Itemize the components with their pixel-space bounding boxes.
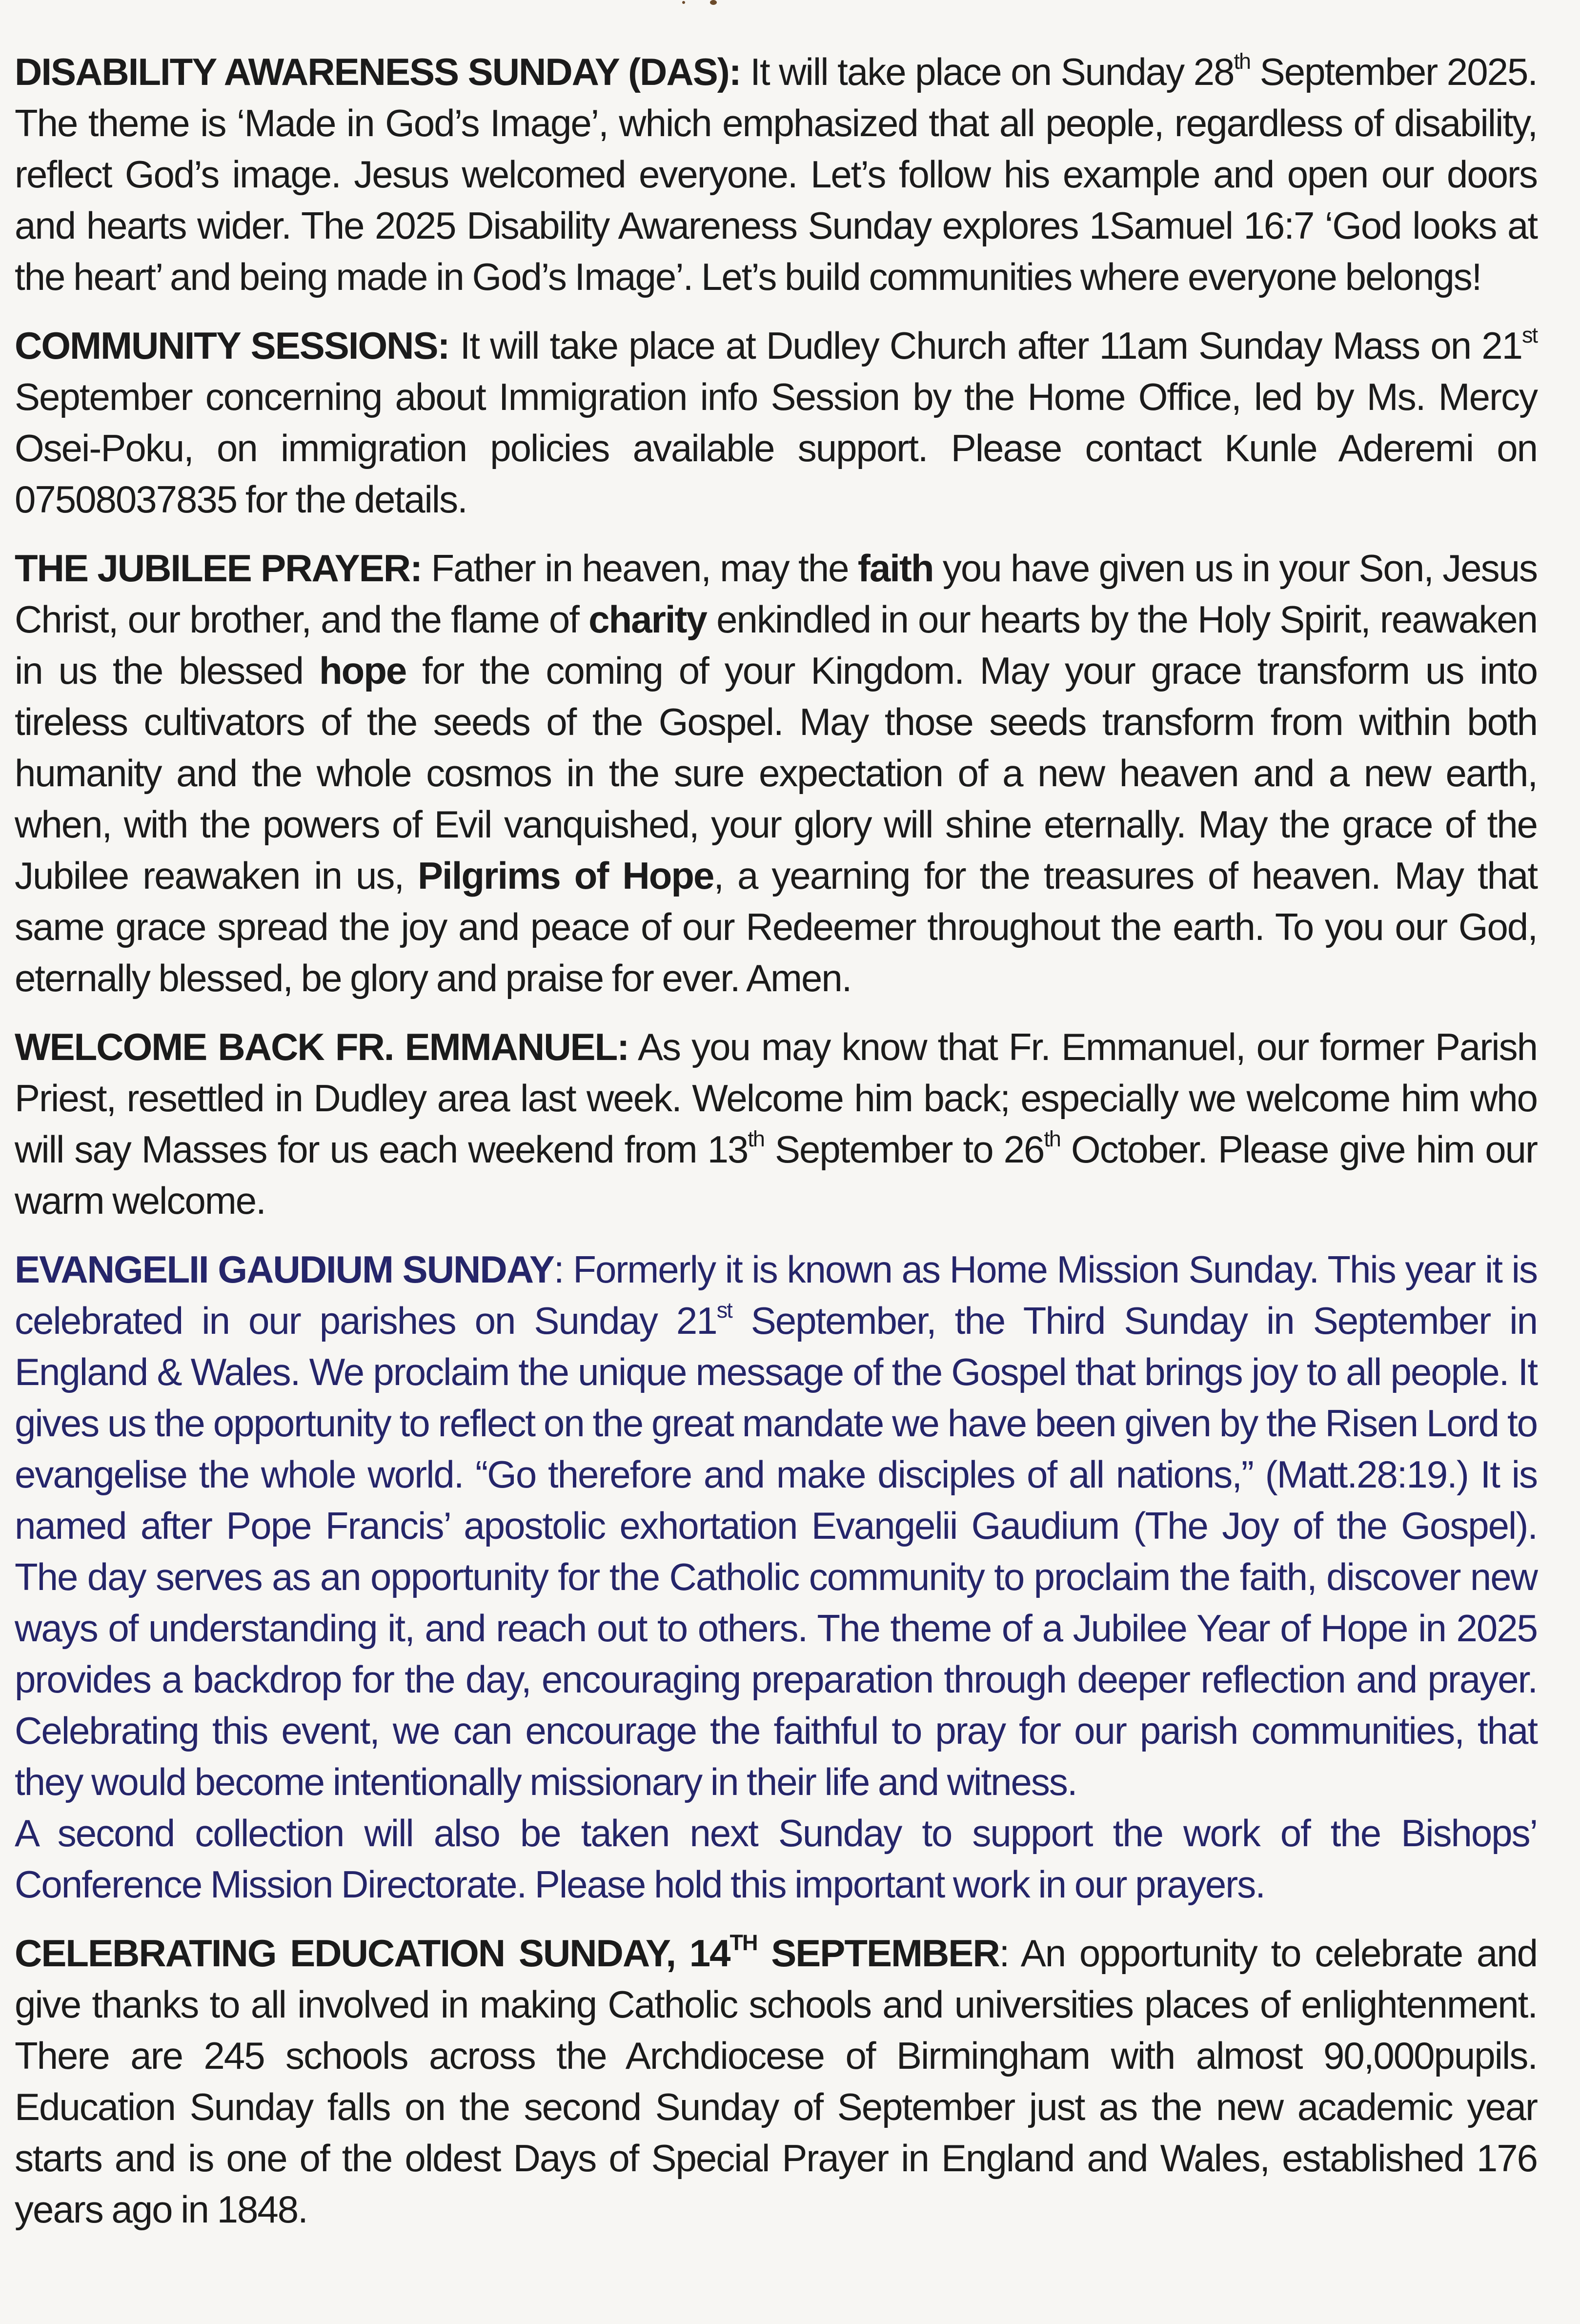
community-sessions-text: September concerning about Immigration info Session by the Home Office, led by Ms. Mercy Osei-Poku, on immigration policies available support. Please contact Kunle Aderemi on 07508037835 for the details. <box>15 375 1537 521</box>
evangelii-gaudium-text: September, the Third Sunday in September in England & Wales. We proclaim the unique message of the Gospel that brings joy to all people. It gives us the opportunity to reflect on the great mandate we have been given by the Risen Lord to evangelise the whole world. “Go therefore and make disciples of all nations,” (Matt.28:19.) It is named after Pope Francis’ apostolic exhortation Evangelii Gaudium (The Joy of the Gospel). The day serves as an opportunity for the Catholic community to proclaim the faith, discover new ways of understanding it, and reach out to others. The theme of a Jubilee Year of Hope in 2025 provides a backdrop for the day, encouraging preparation through deeper reflection and prayer. Celebrating this event, we can encourage the faithful to pray for our parish communities, that they would become intentionally missionary in their life and witness. <box>15 1299 1537 1803</box>
jubilee-prayer-text: you have given us in your Son, Jesus Christ, our brother, and the flame of <box>15 547 1538 641</box>
education-sunday-heading-text: SEPTEMBER <box>757 1932 999 1975</box>
education-sunday-heading-text: CELEBRATING EDUCATION SUNDAY, 14 <box>15 1932 730 1975</box>
ordinal-suffix: th <box>1044 1126 1060 1151</box>
evangelii-gaudium-notice <box>15 1244 1537 1808</box>
education-sunday-text: : An opportunity to celebrate and give thanks to all involved in making Catholic schools and universities places of enlightenment. There are 245 schools across the Archdiocese of Birmingham with almost 90,000pupils. Education Sunday falls on the second Sunday of September just as the new academic year starts and is one of the oldest Days of Special Prayer in England and Wales, established 176 years ago in 1848. <box>15 1932 1537 2231</box>
community-sessions-heading: COMMUNITY SESSIONS: <box>15 324 449 367</box>
jubilee-prayer-text: , a yearning for the treasures of heaven. May that same grace spread the joy and peace of our Redeemer throughout the earth. To you our God, eternally blessed, be glory and praise for ever. Amen. <box>15 854 1538 999</box>
disability-awareness-heading: DISABILITY AWARENESS SUNDAY (DAS): <box>15 50 741 93</box>
education-sunday-notice <box>15 1928 1537 2235</box>
ordinal-suffix: st <box>1521 323 1537 347</box>
jubilee-prayer-notice <box>15 543 1537 1004</box>
community-sessions-text: It will take place at Dudley Church after 11am Sunday Mass on 21 <box>449 324 1522 367</box>
welcome-back-notice <box>15 1021 1537 1226</box>
ordinal-suffix: th <box>1234 49 1251 74</box>
disability-awareness-sunday-notice <box>15 46 1537 303</box>
ordinal-suffix: st <box>716 1298 732 1323</box>
jubilee-prayer-emphasis-faith: faith <box>857 547 933 590</box>
disability-awareness-text: It will take place on Sunday 28 <box>740 50 1234 93</box>
jubilee-prayer-text: for the coming of your Kingdom. May your grace transform us into tireless cultivators of the seeds of the Gospel. May those seeds transform from within both humanity and the whole cosmos in the sure expectation of a new heaven and a new earth, when, with the powers of Evil vanquished, your glory will shine eternally. May the grace of the Jubilee reawaken in us, <box>15 649 1537 897</box>
welcome-back-text: As you may know that Fr. Emmanuel, our former Parish Priest, resettled in Dudley area last week. Welcome him back; especially we welcome him who will say Masses for us each weekend from 13 <box>15 1025 1537 1171</box>
evangelii-gaudium-text: : Formerly it is known as Home Mission Sunday. This year it is celebrated in our parishes on Sunday 21 <box>15 1248 1537 1342</box>
ink-speck <box>710 0 717 5</box>
ink-speck <box>682 1 685 4</box>
ordinal-suffix: TH <box>729 1930 757 1955</box>
ordinal-suffix: th <box>748 1126 764 1151</box>
second-collection-notice: A second collection will also be taken next Sunday to support the work of the Bishops’ Conference Mission Directorate. Please hold this important work in our prayers. <box>15 1812 1537 1906</box>
community-sessions-notice <box>15 320 1537 525</box>
jubilee-prayer-emphasis-charity: charity <box>588 598 707 641</box>
jubilee-prayer-emphasis-pilgrims: Pilgrims of Hope <box>418 854 714 897</box>
education-sunday-heading <box>15 1932 999 1975</box>
welcome-back-heading: WELCOME BACK FR. EMMANUEL: <box>15 1025 629 1068</box>
jubilee-prayer-emphasis-hope: hope <box>319 649 406 692</box>
jubilee-prayer-heading: THE JUBILEE PRAYER: <box>15 547 422 590</box>
disability-awareness-text: September 2025. The theme is ‘Made in God’s Image’, which emphasized that all people, regardless of disability, reflect God’s image. Jesus welcomed everyone. Let’s follow his example and open our doors and hearts wider. The 2025 Disability Awareness Sunday explores 1Samuel 16:7 ‘God looks at the heart’ and being made in God’s Image’. Let’s build communities where everyone belongs! <box>15 50 1538 298</box>
jubilee-prayer-text: enkindled in our hearts by the Holy Spirit, reawaken in us the blessed <box>15 598 1537 692</box>
welcome-back-text: September to 26 <box>764 1128 1044 1171</box>
jubilee-prayer-text: Father in heaven, may the <box>422 547 858 590</box>
evangelii-gaudium-heading: EVANGELII GAUDIUM SUNDAY <box>15 1248 554 1291</box>
welcome-back-text: October. Please give him our warm welcome. <box>15 1128 1537 1222</box>
